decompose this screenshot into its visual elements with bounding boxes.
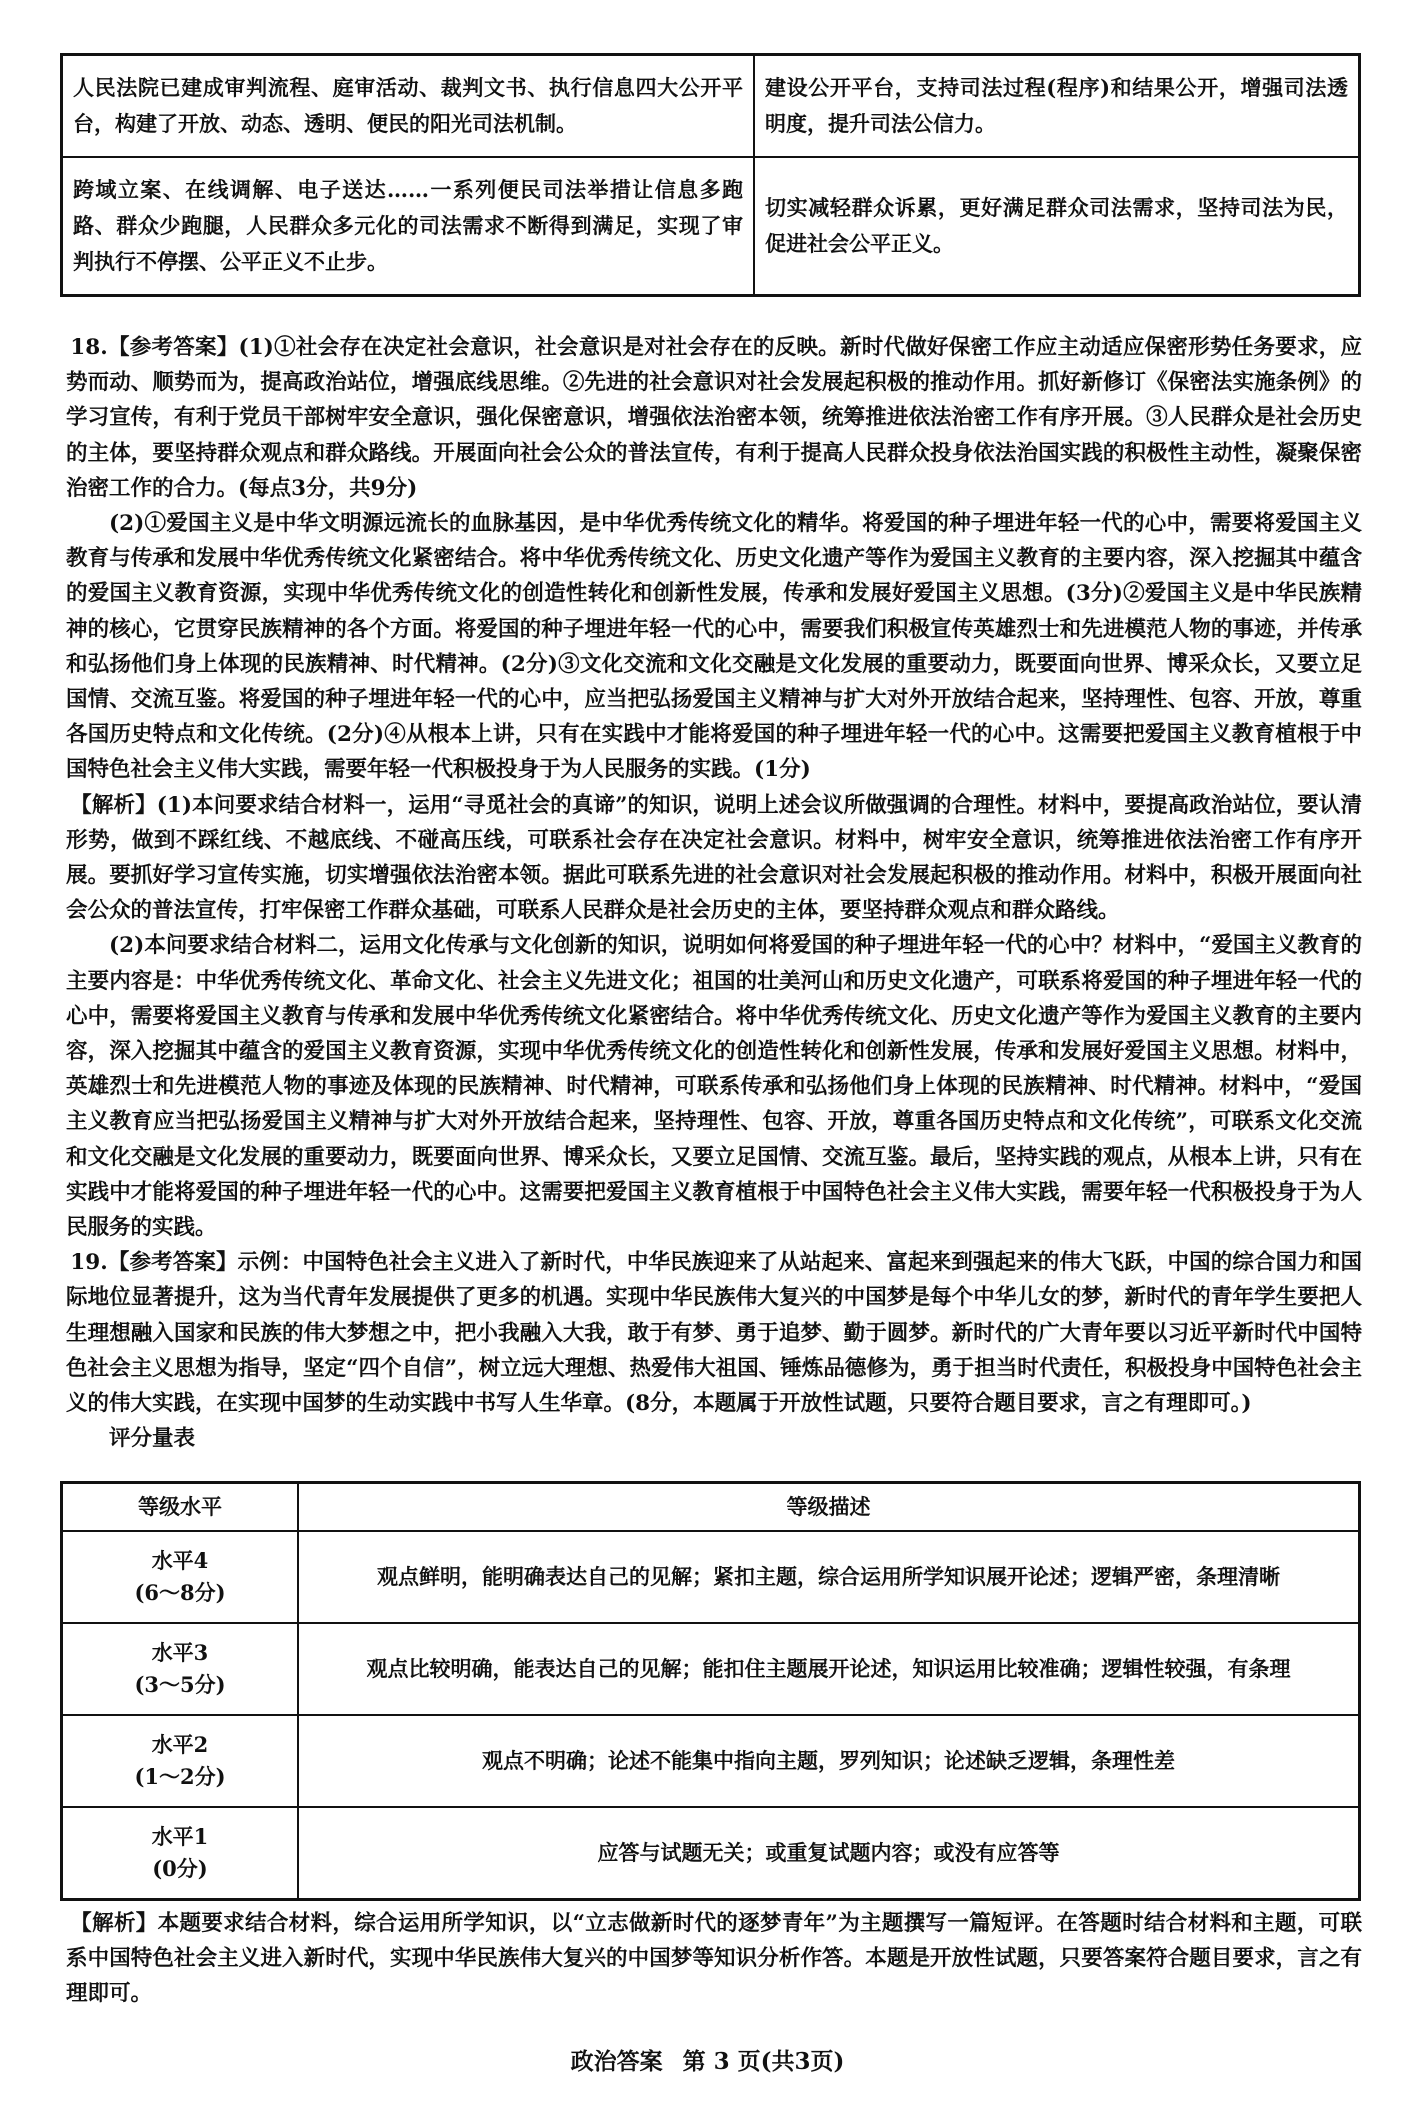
desc-cell: 应答与试题无关；或重复试题内容；或没有应答等 bbox=[298, 1807, 1360, 1900]
level-name: 水平1 bbox=[151, 1824, 209, 1849]
material-cell: 跨域立案、在线调解、电子送达……一系列便民司法举措让信息多跑路、群众少跑腿，人民群众多元化的司法需求不断得到满足，实现了审判执行不停摆、公平正义不止步。 bbox=[62, 157, 755, 296]
q18-answer-1: 18.【参考答案】(1)①社会存在决定社会意识，社会意识是对社会存在的反映。新时代做好保密工作应主动适应保密形势任务要求，应势而动、顺势而为，提高政治站位，增强底线思维。②先进的社会意识对社会发展起积极的推动作用。抓好新修订《保密法实施条例》的学习宣传，有利于党员干部树牢安全意识，强化保密意识，增强依法治密本领，统筹推进依法治密工作有序开展。③人民群众是社会历史的主体，要坚持群众观点和群众路线。开展面向社会公众的普法宣传，有利于提高人民群众投身依法治国实践的积极性主动性，凝聚保密治密工作的合力。(每点3分，共9分) bbox=[66, 335, 1362, 501]
level-cell bbox=[62, 1715, 299, 1807]
desc-cell: 观点鲜明，能明确表达自己的见解；紧扣主题，综合运用所学知识展开论述；逻辑严密，条理清晰 bbox=[298, 1531, 1360, 1623]
rubric-table bbox=[60, 1481, 1361, 1901]
q18-analysis-1: 【解析】(1)本问要求结合材料一，运用“寻觅社会的真谛”的知识，说明上述会议所做强调的合理性。材料中，要提高政治站位，要认清形势，做到不踩红线、不越底线、不碰高压线，可联系社会存在决定社会意识。材料中，树牢安全意识，统筹推进依法治密工作有序开展。要抓好学习宣传实施，切实增强依法治密本领。据此可联系先进的社会意识对社会发展起积极的推动作用。材料中，积极开展面向社会公众的普法宣传，打牢保密工作群众基础，可联系人民群众是社会历史的主体，要坚持群众观点和群众路线。 bbox=[66, 792, 1362, 924]
table-row bbox=[62, 55, 1360, 158]
level-score: (0分) bbox=[152, 1856, 208, 1881]
level-name: 水平4 bbox=[151, 1548, 209, 1573]
q18-answer-2: (2)①爱国主义是中华文明源远流长的血脉基因，是中华优秀传统文化的精华。将爱国的种子埋进年轻一代的心中，需要将爱国主义教育与传承和发展中华优秀传统文化紧密结合。将中华优秀传统文化、历史文化遗产等作为爱国主义教育的主要内容，深入挖掘其中蕴含的爱国主义教育资源，实现中华优秀传统文化的创造性转化和创新性发展，传承和发展好爱国主义思想。(3分)②爱国主义是中华民族精神的核心，它贯穿民族精神的各个方面。将爱国的种子埋进年轻一代的心中，需要我们积极宣传英雄烈士和先进模范人物的事迹，并传承和弘扬他们身上体现的民族精神、时代精神。(2分)③文化交流和文化交融是文化发展的重要动力，既要面向世界、博采众长，又要立足国情、交流互鉴。将爱国的种子埋进年轻一代的心中，应当把弘扬爱国主义精神与扩大对外开放结合起来，坚持理性、包容、开放，尊重各国历史特点和文化传统。(2分)④从根本上讲，只有在实践中才能将爱国的种子埋进年轻一代的心中。这需要把爱国主义教育植根于中国特色社会主义伟大实践，需要年轻一代积极投身于为人民服务的实践。(1分) bbox=[66, 511, 1362, 783]
header-desc: 等级描述 bbox=[298, 1483, 1360, 1532]
q19-answer: 19.【参考答案】示例：中国特色社会主义进入了新时代，中华民族迎来了从站起来、富起来到强起来的伟大飞跃，中国的综合国力和国际地位显著提升，这为当代青年发展提供了更多的机遇。实现中华民族伟大复兴的中国梦是每个中华儿女的梦，新时代的青年学生要把人生理想融入国家和民族的伟大梦想之中，把小我融入大我，敢于有梦、勇于追梦、勤于圆梦。新时代的广大青年要以习近平新时代中国特色社会主义思想为指导，坚定“四个自信”，树立远大理想、热爱伟大祖国、锤炼品德修为，勇于担当时代责任，积极投身中国特色社会主义的伟大实践，在实现中国梦的生动实践中书写人生华章。(8分，本题属于开放性试题，只要符合题目要求，言之有理即可。) bbox=[66, 1250, 1362, 1417]
q19-analysis-block bbox=[66, 1906, 1362, 2012]
material-cell: 人民法院已建成审判流程、庭审活动、裁判文书、执行信息四大公开平台，构建了开放、动态、透明、便民的阳光司法机制。 bbox=[62, 55, 755, 158]
footer-page: 第 3 页(共3页) bbox=[682, 2048, 845, 2075]
page-footer bbox=[0, 2043, 1415, 2076]
meaning-cell: 建设公开平台，支持司法过程(程序)和结果公开，增强司法透明度，提升司法公信力。 bbox=[754, 55, 1360, 158]
level-score: (3～5分) bbox=[134, 1672, 226, 1697]
rubric-row bbox=[62, 1531, 1360, 1623]
footer-subject: 政治答案 bbox=[570, 2048, 663, 2075]
level-name: 水平3 bbox=[151, 1640, 209, 1665]
level-cell bbox=[62, 1807, 299, 1900]
rubric-row bbox=[62, 1623, 1360, 1715]
level-cell bbox=[62, 1531, 299, 1623]
q19-analysis: 【解析】本题要求结合材料，综合运用所学知识，以“立志做新时代的逐梦青年”为主题撰写一篇短评。在答题时结合材料和主题，可联系中国特色社会主义进入新时代，实现中华民族伟大复兴的中国梦等知识分析作答。本题是开放性试题，只要答案符合题目要求，言之有理即可。 bbox=[66, 1911, 1362, 2007]
rubric-row bbox=[62, 1807, 1360, 1900]
level-score: (6～8分) bbox=[134, 1580, 226, 1605]
answer-body bbox=[66, 330, 1362, 1457]
desc-cell: 观点不明确；论述不能集中指向主题，罗列知识；论述缺乏逻辑，条理性差 bbox=[298, 1715, 1360, 1807]
rubric-header-row bbox=[62, 1483, 1360, 1532]
level-score: (1～2分) bbox=[134, 1764, 226, 1789]
q18-analysis-2: (2)本问要求结合材料二，运用文化传承与文化创新的知识，说明如何将爱国的种子埋进年轻一代的心中？材料中，“爱国主义教育的主要内容是：中华优秀传统文化、革命文化、社会主义先进文化；祖国的壮美河山和历史文化遗产，可联系将爱国的种子埋进年轻一代的心中，需要将爱国主义教育与传承和发展中华优秀传统文化紧密结合。将中华优秀传统文化、历史文化遗产等作为爱国主义教育的主要内容，深入挖掘其中蕴含的爱国主义教育资源，实现中华优秀传统文化的创造性转化和创新性发展，传承和发展好爱国主义思想。材料中，英雄烈士和先进模范人物的事迹及体现的民族精神、时代精神，可联系传承和弘扬他们身上体现的民族精神、时代精神。材料中，“爱国主义教育应当把弘扬爱国主义精神与扩大对外开放结合起来，坚持理性、包容、开放，尊重各国历史特点和文化传统”，可联系文化交流和文化交融是文化发展的重要动力，既要面向世界、博采众长，又要立足国情、交流互鉴。最后，坚持实践的观点，从根本上讲，只有在实践中才能将爱国的种子埋进年轻一代的心中。这需要把爱国主义教育植根于中国特色社会主义伟大实践，需要年轻一代积极投身于为人民服务的实践。 bbox=[66, 933, 1362, 1241]
rubric-row bbox=[62, 1715, 1360, 1807]
material-meaning-table bbox=[60, 53, 1361, 297]
table-row bbox=[62, 157, 1360, 296]
rubric-title: 评分量表 bbox=[109, 1426, 196, 1452]
desc-cell: 观点比较明确，能表达自己的见解；能扣住主题展开论述，知识运用比较准确；逻辑性较强，有条理 bbox=[298, 1623, 1360, 1715]
level-cell bbox=[62, 1623, 299, 1715]
meaning-cell: 切实减轻群众诉累，更好满足群众司法需求，坚持司法为民，促进社会公平正义。 bbox=[754, 157, 1360, 296]
header-level: 等级水平 bbox=[62, 1483, 299, 1532]
level-name: 水平2 bbox=[151, 1732, 209, 1757]
